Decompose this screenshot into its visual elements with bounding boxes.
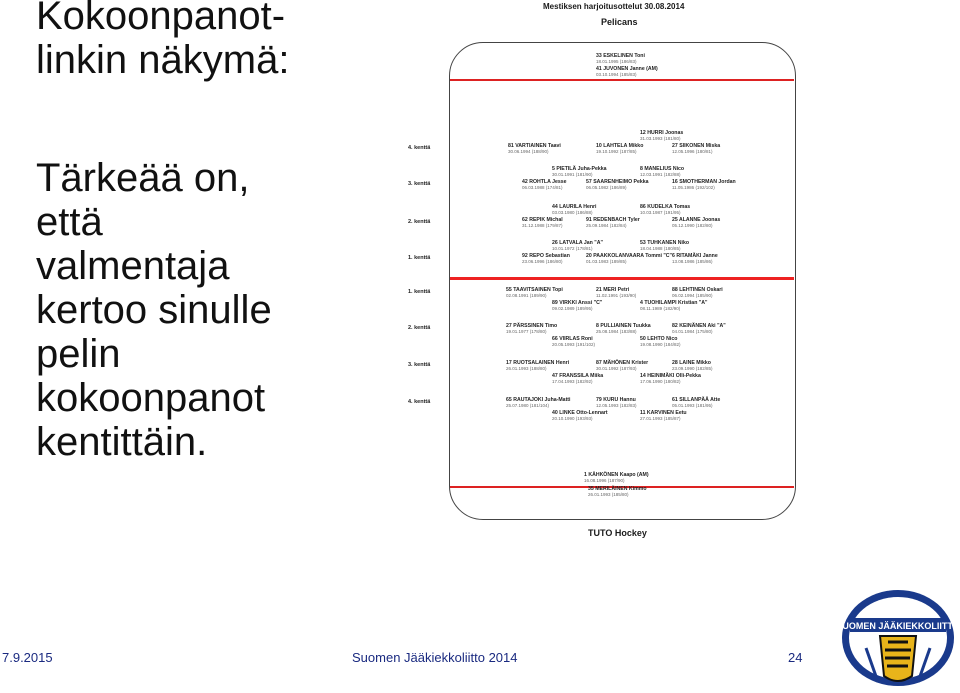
player-detail: 23.06.1996 (186/80) xyxy=(522,259,563,264)
logo-text-circle: SUOMEN JÄÄKIEKKOLIITTO xyxy=(838,621,958,631)
line-label: 4. kenttä xyxy=(408,399,431,405)
player-detail: 11.02.1991 (193/90) xyxy=(596,293,637,298)
body-line: Tärkeää on, xyxy=(36,156,250,200)
player-name: 89 VIRKKI Anssi "C" xyxy=(552,300,603,306)
player-detail: 30.01.1992 (187/93) xyxy=(596,366,637,371)
player-name: 16 SMOTHERMAN Jordan xyxy=(672,179,736,185)
player-name: 81 VARTIAINEN Taavi xyxy=(508,143,561,149)
player-detail: 19.01.1977 (178/80) xyxy=(506,329,547,334)
player-name: 14 HEINIMÄKI Olli-Pekka xyxy=(640,373,701,379)
player-entry xyxy=(640,373,701,385)
player-entry xyxy=(588,486,647,498)
body-line: pelin xyxy=(36,332,121,376)
player-detail: 31.12.1988 (179/87) xyxy=(522,223,563,228)
player-detail: 05.01.1993 (181/95) xyxy=(672,403,713,408)
player-name: 27 PÄRSSINEN Timo xyxy=(506,323,558,329)
player-name: 6 RITAMÄKI Janne xyxy=(672,253,718,259)
player-detail: 09.02.1989 (189/95) xyxy=(552,306,593,311)
player-name: 11 KARVINEN Eetu xyxy=(640,410,687,416)
line-label: 3. kenttä xyxy=(408,362,431,368)
slide-title-line: linkin näkymä: xyxy=(36,38,290,82)
body-line: valmentaja xyxy=(36,244,230,288)
player-entry xyxy=(672,323,726,335)
player-entry xyxy=(552,373,603,385)
player-entry xyxy=(506,360,569,372)
player-name: 92 REPO Sebastian xyxy=(522,253,570,259)
player-entry xyxy=(672,360,713,372)
player-detail: 05.12.1990 (182/80) xyxy=(672,223,713,228)
player-detail: 03.10.1994 (185/83) xyxy=(596,72,637,77)
player-entry xyxy=(584,472,649,484)
player-name: 86 KUDELKA Tomas xyxy=(640,204,691,210)
player-name: 1 KÄHKÖNEN Kaapo (AM) xyxy=(584,472,649,478)
player-entry xyxy=(640,300,707,312)
player-entry xyxy=(552,166,607,178)
player-entry xyxy=(672,217,720,229)
player-entry xyxy=(552,240,603,252)
player-name: 82 KEINÄNEN Aki "A" xyxy=(672,323,726,329)
player-name: 66 VIIRLAS Roni xyxy=(552,336,593,342)
player-name: 10 LAHTELA Mikko xyxy=(596,143,644,149)
line-label: 1. kenttä xyxy=(408,255,431,261)
player-detail: 12.05.1993 (182/83) xyxy=(596,403,637,408)
player-name: 44 LAURILA Henri xyxy=(552,204,597,210)
player-name: 21 MERI Petri xyxy=(596,287,630,293)
player-name: 25 ALANNE Joonas xyxy=(672,217,721,223)
player-detail: 16.08.1996 (187/90) xyxy=(584,478,625,483)
player-entry xyxy=(672,143,720,155)
player-entry xyxy=(596,287,636,299)
player-detail: 19.10.1992 (187/85) xyxy=(596,149,637,154)
player-detail: 06.05.1982 (186/89) xyxy=(586,185,627,190)
player-entry xyxy=(640,204,690,216)
player-name: 5 PIETILÄ Juha-Pekka xyxy=(552,166,607,172)
slide-body-text xyxy=(36,156,272,464)
player-entry xyxy=(522,253,570,265)
center-red-line xyxy=(450,277,794,280)
player-detail: 20.10.1990 (193/93) xyxy=(552,416,593,421)
player-name: 27 SIIKONEN Miska xyxy=(672,143,721,149)
player-detail: 06.02.1994 (185/90) xyxy=(672,293,713,298)
player-name: 79 KURU Hannu xyxy=(596,397,636,403)
player-entry xyxy=(552,336,595,348)
player-entry xyxy=(596,66,658,78)
player-name: 26 LATVALA Jan "A" xyxy=(552,240,603,246)
player-detail: 06.03.1988 (174/81) xyxy=(522,185,563,190)
player-name: 65 RAUTAJOKI Juha-Matti xyxy=(506,397,571,403)
home-team-name: Pelicans xyxy=(601,17,638,27)
lineup-header: Mestiksen harjoitusottelut 30.08.2014 xyxy=(543,2,685,11)
player-entry xyxy=(640,166,684,178)
player-entry xyxy=(640,130,683,142)
player-name: 61 SILLANPÄÄ Atte xyxy=(672,397,721,403)
player-name: 57 SAARENHEIMO Pekka xyxy=(586,179,649,185)
player-detail: 18.01.1995 (186/83) xyxy=(596,59,637,64)
player-detail: 26.01.1993 (185/80) xyxy=(588,492,629,497)
federation-logo xyxy=(838,588,958,688)
player-name: 53 TUHKANEN Niko xyxy=(640,240,690,246)
player-detail: 30.01.1991 (181/90) xyxy=(552,172,593,177)
player-entry xyxy=(506,323,557,335)
player-entry xyxy=(596,397,637,409)
player-name: 8 PULLIAINEN Tuukka xyxy=(596,323,651,329)
player-name: 50 LEHTO Nico xyxy=(640,336,678,342)
player-entry xyxy=(640,336,681,348)
player-name: 55 TAAVITSAINEN Topi xyxy=(506,287,563,293)
player-detail: 25.07.1980 (181/104) xyxy=(506,403,550,408)
player-detail: 08.11.1989 (182/90) xyxy=(640,306,681,311)
page-number: 24 xyxy=(788,650,803,665)
line-label: 3. kenttä xyxy=(408,181,431,187)
player-detail: 25.09.1984 (182/84) xyxy=(586,223,627,228)
away-team-name: TUTO Hockey xyxy=(588,528,647,538)
player-detail: 30.06.1994 (188/90) xyxy=(508,149,549,154)
player-name: 42 ROHTLA Jesse xyxy=(522,179,567,185)
player-entry xyxy=(596,53,645,65)
player-detail: 25.08.1984 (183/88) xyxy=(596,329,637,334)
player-detail: 10.01.1972 (178/81) xyxy=(552,246,593,251)
player-name: 17 RUOTSALAINEN Henri xyxy=(506,360,570,366)
player-entry xyxy=(586,217,640,229)
player-detail: 03.03.1980 (186/88) xyxy=(552,210,593,215)
player-name: 33 ESKELINEN Toni xyxy=(596,53,645,59)
player-name: 91 REDENBACH Tyler xyxy=(586,217,640,223)
player-detail: 12.05.1996 (180/81) xyxy=(672,149,713,154)
player-detail: 20.05.1993 (191/102) xyxy=(552,342,596,347)
player-entry xyxy=(508,143,561,155)
line-label: 2. kenttä xyxy=(408,325,431,331)
player-name: 87 MÄHÖNEN Krister xyxy=(596,360,649,366)
player-entry xyxy=(552,410,608,422)
player-entry xyxy=(522,217,563,229)
player-detail: 01.03.1983 (189/85) xyxy=(586,259,627,264)
slide-title-line: Kokoonpanot- xyxy=(36,0,286,38)
player-name: 35 MERILÄINEN Kimmo xyxy=(588,486,647,492)
rink-outline xyxy=(449,42,796,520)
goal-line-top xyxy=(450,79,794,81)
player-entry xyxy=(586,253,672,265)
player-name: 12 HURRI Joonas xyxy=(640,130,684,136)
player-entry xyxy=(552,204,596,216)
player-entry xyxy=(640,410,687,422)
player-detail: 04.01.1984 (175/80) xyxy=(672,329,713,334)
player-detail: 11.05.1986 (192/102) xyxy=(672,185,715,190)
player-detail: 31.03.1993 (181/80) xyxy=(640,136,681,141)
player-entry xyxy=(596,360,648,372)
logo-emblem-icon xyxy=(838,588,958,688)
body-line: kentittäin. xyxy=(36,420,208,464)
footer-date: 7.9.2015 xyxy=(2,650,53,665)
line-label: 4. kenttä xyxy=(408,145,431,151)
slide-title xyxy=(36,0,289,82)
player-entry xyxy=(596,323,651,335)
player-detail: 19.08.1990 (184/82) xyxy=(640,342,681,347)
player-entry xyxy=(672,179,736,191)
body-line: kokoonpanot xyxy=(36,376,266,420)
player-entry xyxy=(596,143,643,155)
player-name: 20 PAAKKOLANVAARA Tommi "C" xyxy=(586,253,672,259)
player-detail: 17.04.1993 (182/92) xyxy=(552,379,593,384)
line-label: 2. kenttä xyxy=(408,219,431,225)
player-entry xyxy=(640,240,689,252)
player-detail: 26.01.1993 (188/80) xyxy=(506,366,547,371)
player-name: 40 LINKE Otto-Lennart xyxy=(552,410,608,416)
player-detail: 17.06.1990 (180/82) xyxy=(640,379,681,384)
player-detail: 23.09.1990 (182/85) xyxy=(672,366,713,371)
player-entry xyxy=(522,179,567,191)
player-entry xyxy=(672,253,718,265)
line-label: 1. kenttä xyxy=(408,289,431,295)
player-name: 4 TUOHILAMPI Kristian "A" xyxy=(640,300,708,306)
player-entry xyxy=(672,397,720,409)
body-line: kertoo sinulle xyxy=(36,288,272,332)
player-detail: 13.08.1986 (185/86) xyxy=(672,259,713,264)
footer-organization: Suomen Jääkiekkoliitto 2014 xyxy=(352,650,518,665)
player-detail: 02.08.1991 (189/90) xyxy=(506,293,547,298)
player-entry xyxy=(552,300,602,312)
player-detail: 10.03.1987 (191/95) xyxy=(640,210,681,215)
player-entry xyxy=(506,287,563,299)
player-name: 62 REPIK Michal xyxy=(522,217,563,223)
player-name: 88 LEHTINEN Oskari xyxy=(672,287,723,293)
player-name: 28 LAINE Mikko xyxy=(672,360,711,366)
player-name: 47 FRANSSILA Miika xyxy=(552,373,604,379)
player-detail: 12.03.1991 (182/88) xyxy=(640,172,681,177)
player-entry xyxy=(506,397,570,409)
player-name: 41 JUVONEN Janne (AM) xyxy=(596,66,658,72)
player-detail: 18.04.1988 (180/85) xyxy=(640,246,681,251)
player-entry xyxy=(672,287,723,299)
player-entry xyxy=(586,179,649,191)
player-name: 8 MANELIUS Nico xyxy=(640,166,685,172)
body-line: että xyxy=(36,200,103,244)
player-detail: 27.01.1993 (185/87) xyxy=(640,416,681,421)
